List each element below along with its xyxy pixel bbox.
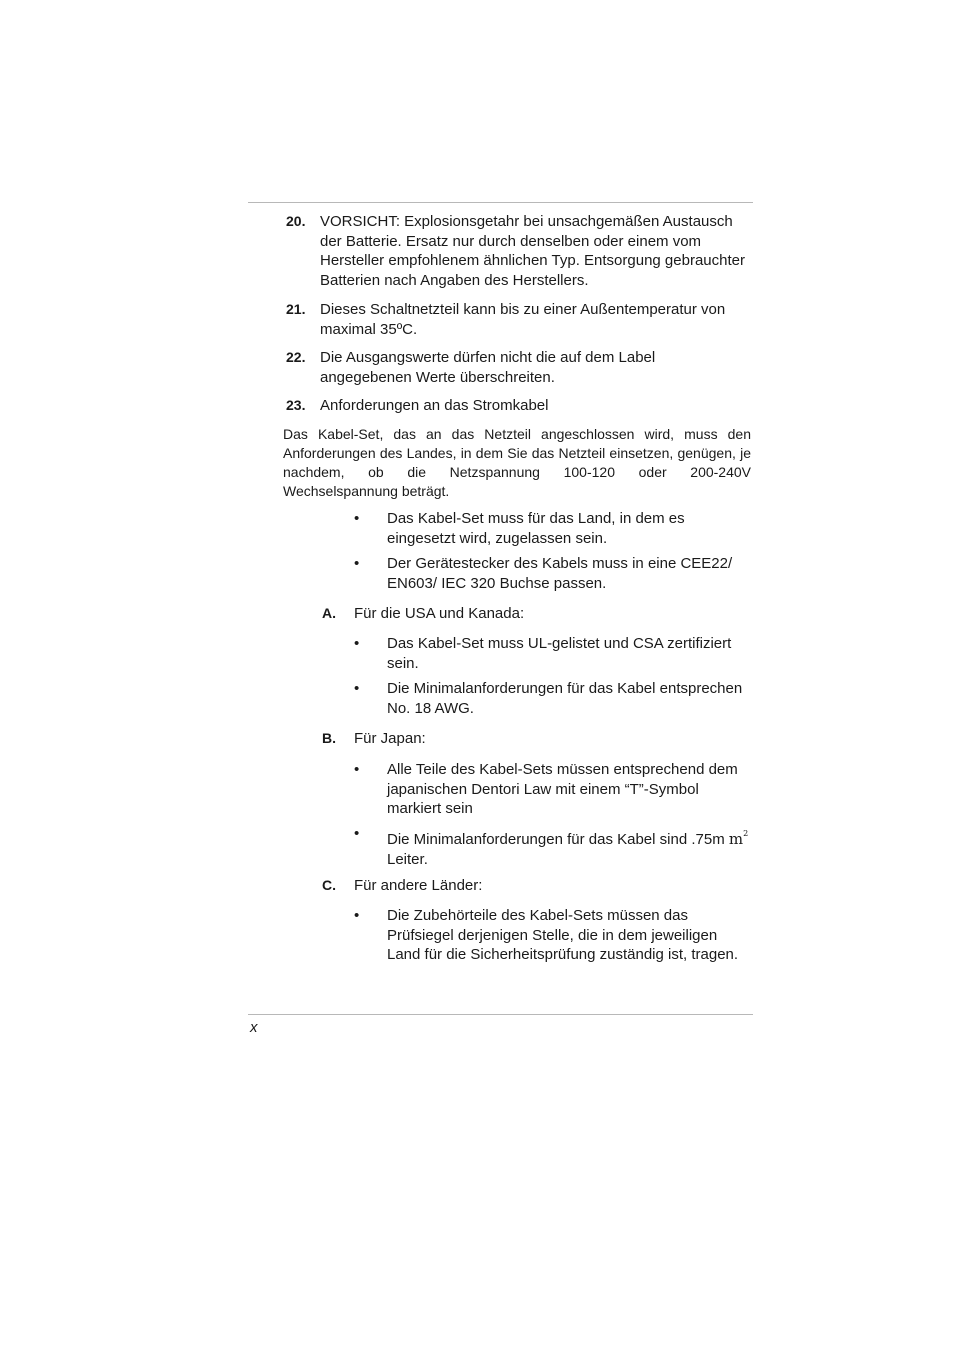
bullet-icon: •: [354, 761, 360, 778]
section-c-letter: C.: [322, 877, 336, 893]
page-number: x: [250, 1019, 258, 1036]
item-number-20: 20.: [286, 213, 306, 229]
section-b-bullet-2: [387, 824, 752, 869]
bullet-icon: •: [354, 825, 360, 842]
section-b-bullet-1: Alle Teile des Kabel-Sets müssen entsprechend dem japanischen Dentori Law mit einem “T”-Symbol markiert sein: [387, 761, 738, 817]
bullet-icon: •: [354, 555, 360, 572]
item-number-22: 22.: [286, 349, 306, 365]
item-number-21: 21.: [286, 301, 306, 317]
bullet-icon: •: [354, 510, 360, 527]
general-bullet-1: Das Kabel-Set muss für das Land, in dem es eingesetzt wird, zugelassen sein.: [387, 510, 685, 547]
section-a-bullet-2: Die Minimalanforderungen für das Kabel entsprechen No. 18 AWG.: [387, 680, 743, 717]
section-c-title: Für andere Länder:: [354, 877, 483, 894]
item-number-23: 23.: [286, 397, 306, 413]
bullet-icon: •: [354, 907, 360, 924]
section-b-bullet-2-text: Die Minimalanforderungen für das Kabel sind .75m: [387, 831, 725, 848]
item-text-21: Dieses Schaltnetzteil kann bis zu einer Außentemperatur von maximal 35ºC.: [320, 301, 726, 338]
section-b-letter: B.: [322, 730, 336, 746]
intro-paragraph: Das Kabel-Set, das an das Netzteil angeschlossen wird, muss den Anforderungen des Landes, in dem Sie das Netzteil einsetzen, genügen, je nachdem, ob die Netzspannung 100-120 oder 200-240V Wechselspannung beträgt.: [283, 426, 751, 499]
header-rule: [248, 202, 753, 203]
section-a-letter: A.: [322, 605, 336, 621]
item-text-22: Die Ausgangswerte dürfen nicht die auf dem Label angegebenen Werte überschreiten.: [320, 349, 656, 386]
footer-rule: [248, 1014, 753, 1015]
section-a-title: Für die USA und Kanada:: [354, 605, 525, 622]
bullet-icon: •: [354, 635, 360, 652]
square-meter-unit: $m^2$: [728, 829, 749, 848]
section-b-bullet-2-continuation: Leiter.: [387, 850, 428, 868]
section-b-title: Für Japan:: [354, 730, 426, 747]
item-text-20: VORSICHT: Explosionsgetahr bei unsachgemäßen Austausch der Batterie. Ersatz nur durch denselben oder einem vom Hersteller empfohlenem ähnlichen Typ. Entsorgung gebrauchter Batterien nach Angaben des Herstellers.: [320, 213, 745, 289]
item-text-23: Anforderungen an das Stromkabel: [320, 397, 549, 414]
section-c-bullet-1: Die Zubehörteile des Kabel-Sets müssen das Prüfsiegel derjenigen Stelle, die in dem jeweiligen Land für die Sicherheitsprüfung zuständig ist, tragen.: [387, 907, 739, 963]
general-bullet-2: Der Gerätestecker des Kabels muss in eine CEE22/ EN603/ IEC 320 Buchse passen.: [387, 555, 733, 592]
bullet-icon: •: [354, 680, 360, 697]
section-a-bullet-1: Das Kabel-Set muss UL-gelistet und CSA zertifiziert sein.: [387, 635, 732, 672]
